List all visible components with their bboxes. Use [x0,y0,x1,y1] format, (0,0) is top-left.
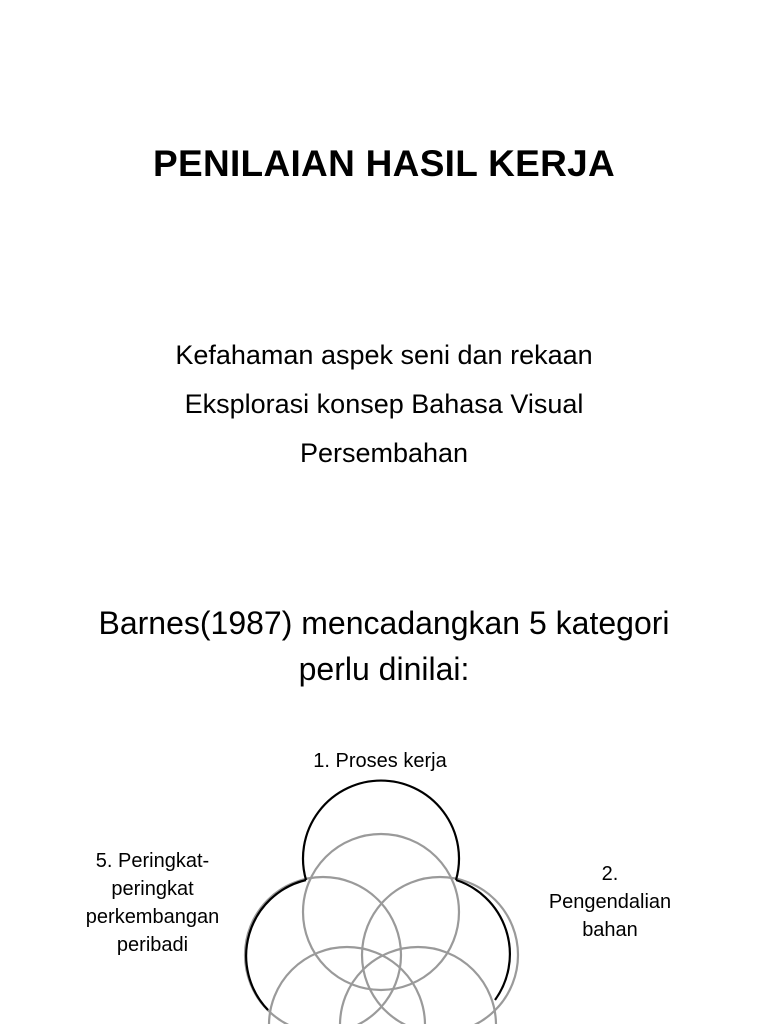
point-item: Persembahan [299,438,469,468]
venn-circle-overlap [303,834,459,990]
category-5-line: perkembangan [85,906,220,928]
heading-line: Barnes(1987) mencadangkan 5 kategori [98,605,670,641]
category-2-line: Pengendalian [548,891,672,913]
category-2-line: bahan [582,919,638,941]
slide-title: PENILAIAN HASIL KERJA [152,143,615,184]
venn-circle-overlap [340,947,496,1024]
venn-circle-1 [303,781,459,880]
category-5-line: peribadi [116,934,189,956]
point-item: Eksplorasi konsep Bahasa Visual [184,389,584,419]
category-5-line: peringkat [111,878,194,900]
category-2-line: 2. [601,863,619,885]
category-5-line: 5. Peringkat- [95,850,210,872]
point-item: Kefahaman aspek seni dan rekaan [175,340,593,370]
category-1-label: 1. Proses kerja [313,750,447,772]
heading-line: perlu dinilai: [298,651,470,687]
